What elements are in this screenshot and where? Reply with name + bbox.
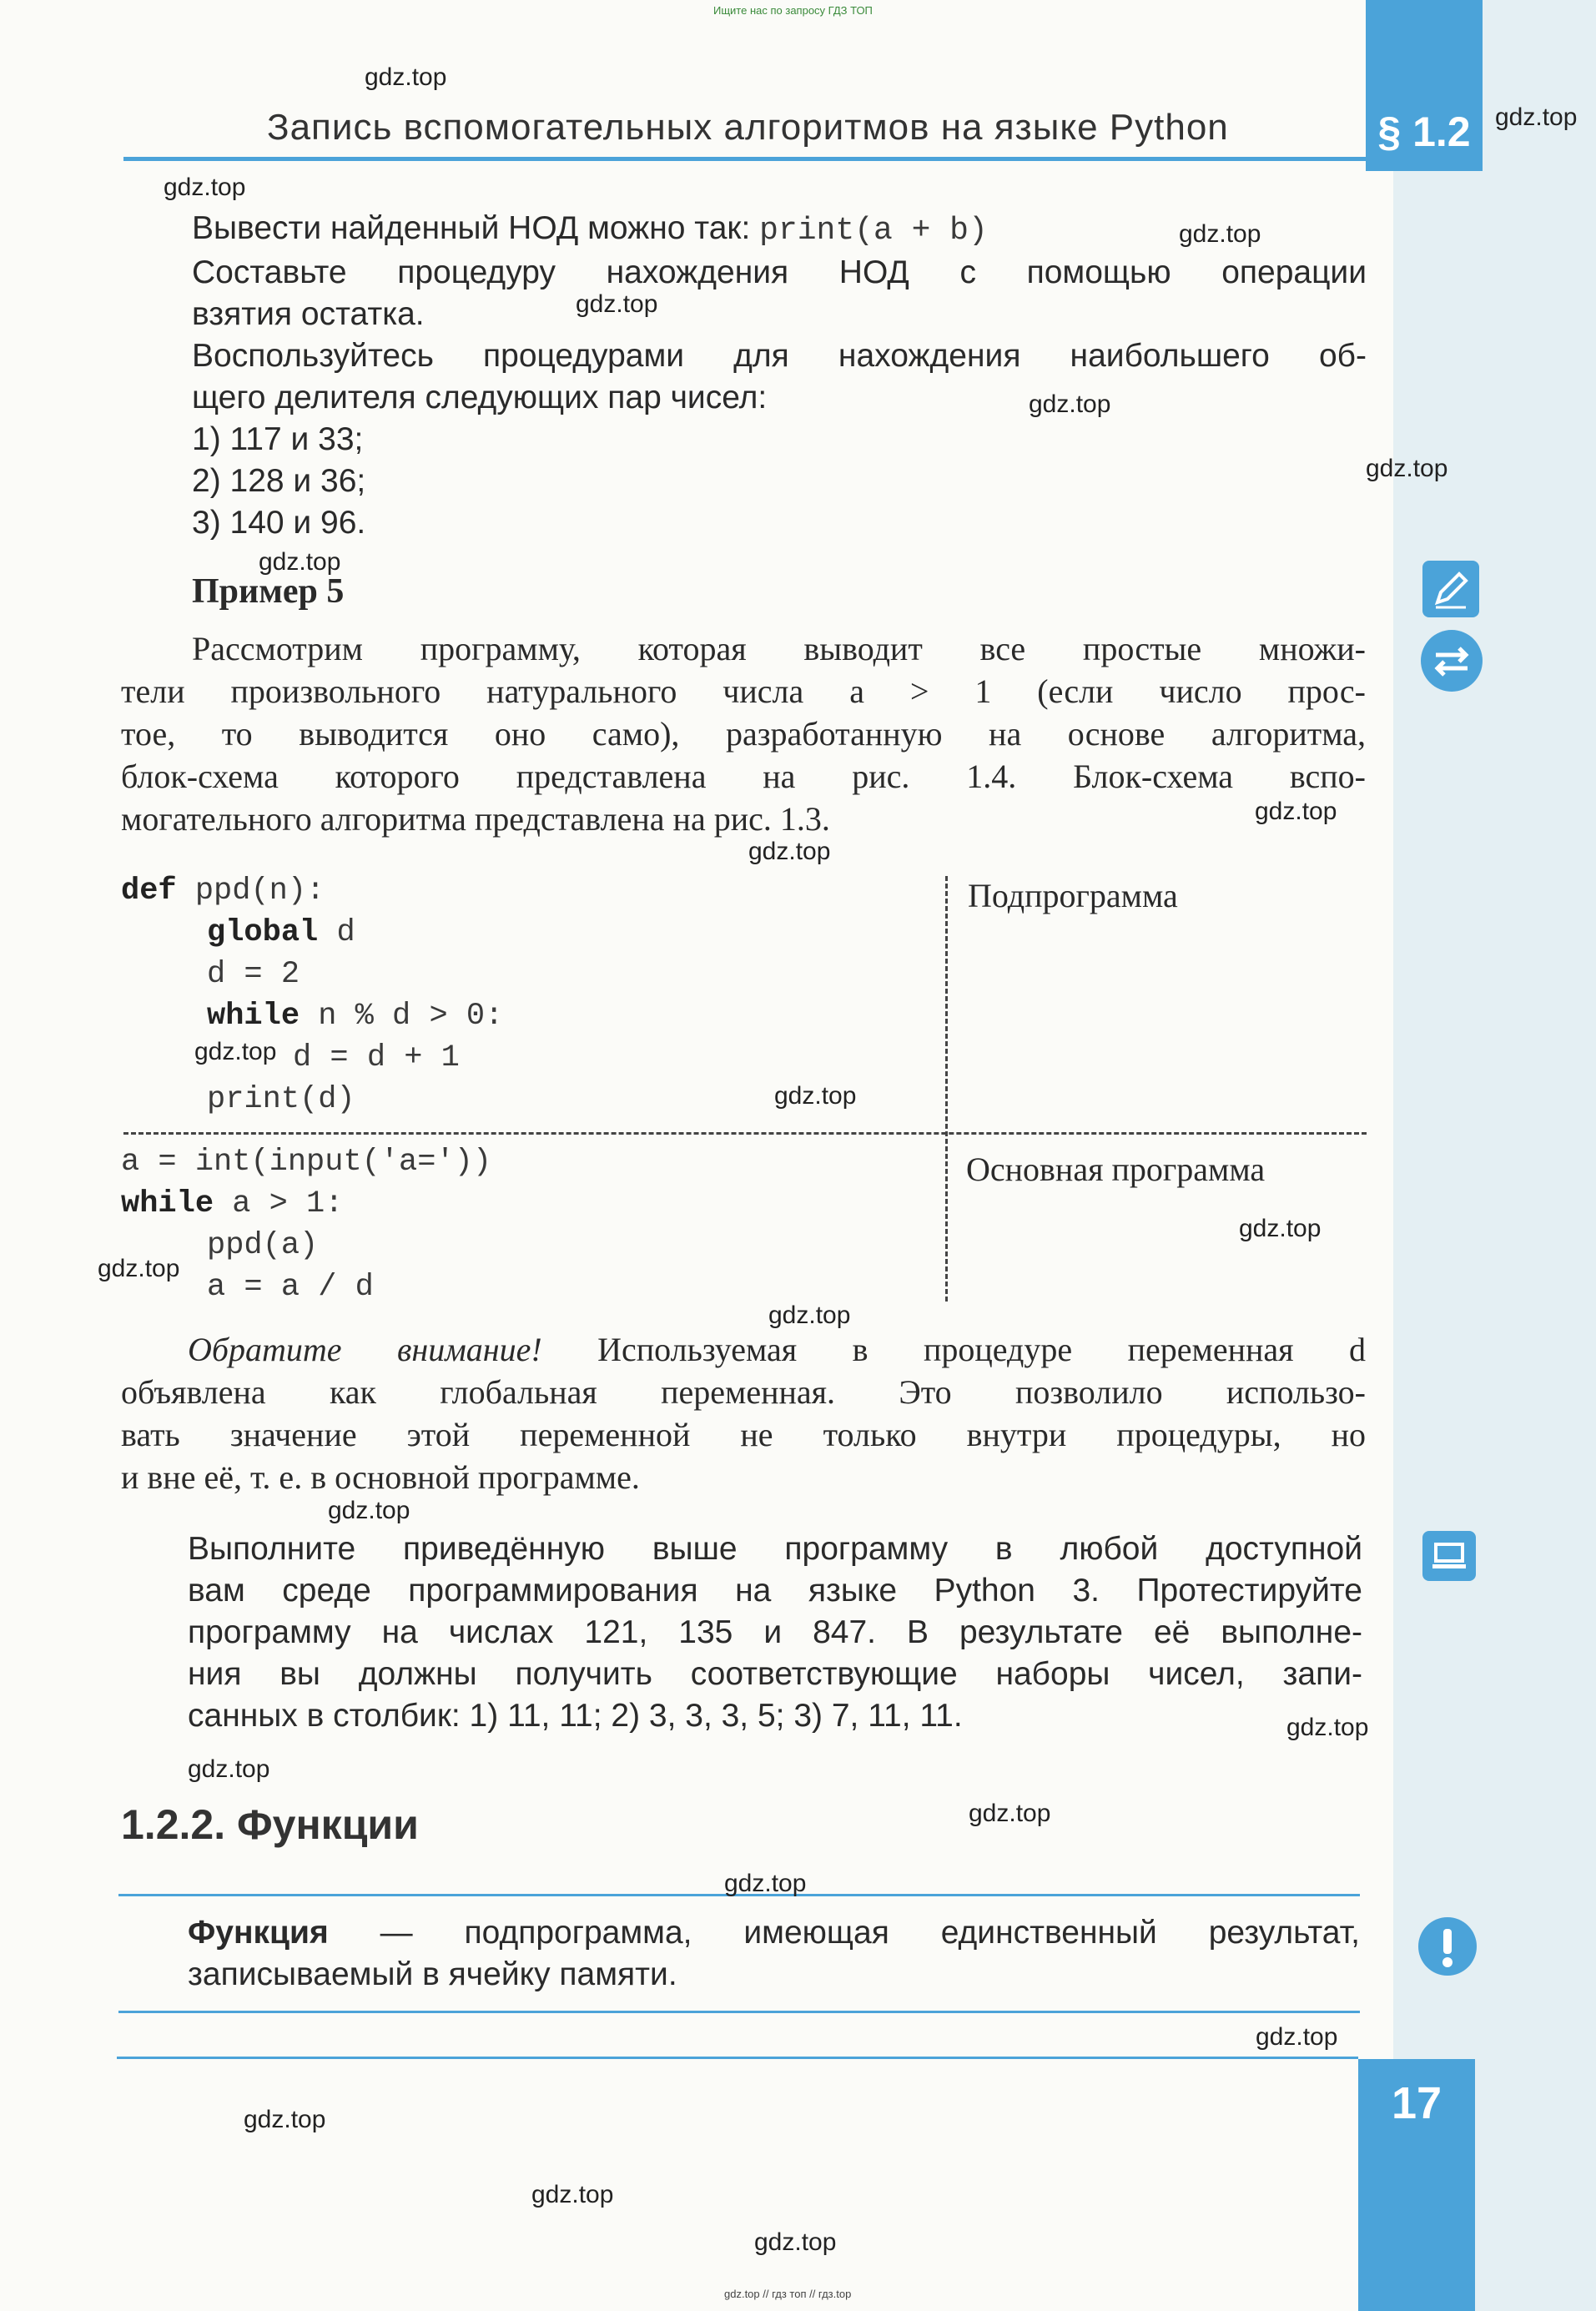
text-line: записываемый в ячейку памяти.: [188, 1956, 677, 1992]
exchange-arrows-icon: [1421, 630, 1483, 692]
code-line: d = d + 1: [293, 1040, 460, 1075]
code-subprogram: [121, 870, 503, 1120]
footer-rule: [117, 2057, 1358, 2059]
watermark: gdz.top: [1255, 798, 1337, 825]
code-line: while n % d > 0:: [207, 999, 504, 1034]
main-program-label: Основная программа: [966, 1150, 1266, 1188]
text-line: санных в столбик: 1) 11, 11; 2) 3, 3, 3, 5; 3) 7, 11, 11.: [188, 1698, 963, 1734]
watermark: gdz.top: [1239, 1215, 1322, 1242]
text-line: программу на числах 121, 135 и 847. В результате её выполне-: [188, 1614, 1362, 1650]
code-line: global d: [207, 915, 355, 950]
text-line: могательного алгоритма представлена на рис. 1.3.: [121, 800, 830, 838]
watermark: gdz.top: [1366, 455, 1448, 482]
code-line: d = 2: [207, 957, 300, 992]
code-main-program: [121, 1141, 491, 1308]
section-number: § 1.2: [1377, 108, 1471, 155]
example-heading: Пример 5: [192, 572, 345, 611]
text-line: Функция — подпрограмма, имеющая единственный результат,: [188, 1915, 1360, 1951]
task-block-2: [188, 1528, 1362, 1737]
text-line: вам среде программирования на языке Python 3. Протестируйте: [188, 1573, 1362, 1609]
exclamation-icon: [1418, 1917, 1477, 1976]
list-item: 3) 140 и 96.: [192, 505, 366, 541]
watermark: gdz.top: [576, 290, 658, 318]
watermark: gdz.top: [259, 548, 341, 576]
subsection-heading: 1.2.2. Функции: [121, 1801, 419, 1848]
watermark: gdz.top: [768, 1302, 851, 1329]
definition-rule-bottom: [118, 2011, 1360, 2013]
list-item: 2) 128 и 36;: [192, 463, 366, 499]
text-line: вать значение этой переменной не только внутри процедуры, но: [121, 1416, 1366, 1453]
definition-box: [188, 1912, 1360, 1996]
bottom-note: gdz.top // гдз топ // гдз.top: [724, 2288, 852, 2300]
code-divider-vertical: [945, 876, 948, 1302]
page-header-title: Запись вспомогательных алгоритмов на языке Python: [267, 107, 1229, 148]
subprogram-label: Подпрограмма: [968, 877, 1178, 914]
text-line: Обратите внимание! Используемая в процедуре переменная d: [188, 1331, 1366, 1368]
text-line: взятия остатка.: [192, 296, 425, 332]
pencil-icon: [1422, 561, 1479, 617]
list-item: 1) 117 и 33;: [192, 421, 364, 457]
text-line: Рассмотрим программу, которая выводит все простые множи-: [192, 630, 1366, 667]
header-rule: [123, 157, 1375, 161]
watermark: gdz.top: [164, 174, 246, 201]
text-line: Воспользуйтесь процедурами для нахождения наибольшего об-: [192, 338, 1367, 374]
watermark: gdz.top: [1286, 1714, 1369, 1741]
text-line: тое, то выводится оно само), разработанную на основе алгоритма,: [121, 715, 1366, 753]
page-number: 17: [1391, 2078, 1442, 2128]
text-line: Выполните приведённую выше программу в любой доступной: [188, 1531, 1362, 1567]
code-line: a = int(input('a=')): [121, 1145, 492, 1180]
code-divider-horizontal: [123, 1132, 1367, 1135]
note-paragraph: [121, 1328, 1366, 1498]
computer-icon: [1422, 1531, 1476, 1581]
watermark: gdz.top: [754, 2228, 837, 2256]
watermark: gdz.top: [365, 63, 447, 91]
code-line: ppd(a): [207, 1228, 319, 1263]
code-line: while a > 1:: [121, 1186, 344, 1221]
watermark: gdz.top: [748, 838, 831, 865]
watermark: gdz.top: [98, 1255, 180, 1282]
text-line: и вне её, т. е. в основной программе.: [121, 1458, 640, 1496]
watermark: gdz.top: [1495, 103, 1578, 131]
watermark: gdz.top: [1029, 390, 1111, 418]
watermark: gdz.top: [969, 1800, 1051, 1827]
text-line: ния вы должны получить соответствующие наборы чисел, запи-: [188, 1656, 1362, 1692]
code-line: def ppd(n):: [121, 874, 325, 909]
task-block-1: [192, 208, 1367, 544]
text-line: Составьте процедуру нахождения НОД с помощью операции: [192, 254, 1367, 290]
watermark: gdz.top: [1179, 220, 1261, 248]
example-paragraph: [121, 627, 1366, 840]
watermark: gdz.top: [194, 1038, 277, 1065]
text-line: блок-схема которого представлена на рис. 1.4. Блок-схема вспо-: [121, 758, 1366, 795]
text-line: щего делителя следующих пар чисел:: [192, 380, 768, 415]
text-line: объявлена как глобальная переменная. Это позволило использо-: [121, 1373, 1366, 1411]
top-note: Ищите нас по запросу ГДЗ ТОП: [713, 4, 873, 17]
watermark: gdz.top: [328, 1497, 410, 1524]
watermark: gdz.top: [774, 1082, 857, 1110]
watermark: gdz.top: [724, 1870, 807, 1897]
watermark: gdz.top: [1256, 2023, 1338, 2051]
watermark: gdz.top: [244, 2106, 326, 2133]
text-line: Вывести найденный НОД можно так: print(a + b): [192, 210, 988, 249]
watermark: gdz.top: [188, 1755, 270, 1783]
code-line: a = a / d: [207, 1270, 374, 1305]
text-line: тели произвольного натурального числа а > 1 (если число прос-: [121, 672, 1366, 710]
watermark: gdz.top: [531, 2181, 614, 2208]
code-line: print(d): [207, 1082, 355, 1117]
